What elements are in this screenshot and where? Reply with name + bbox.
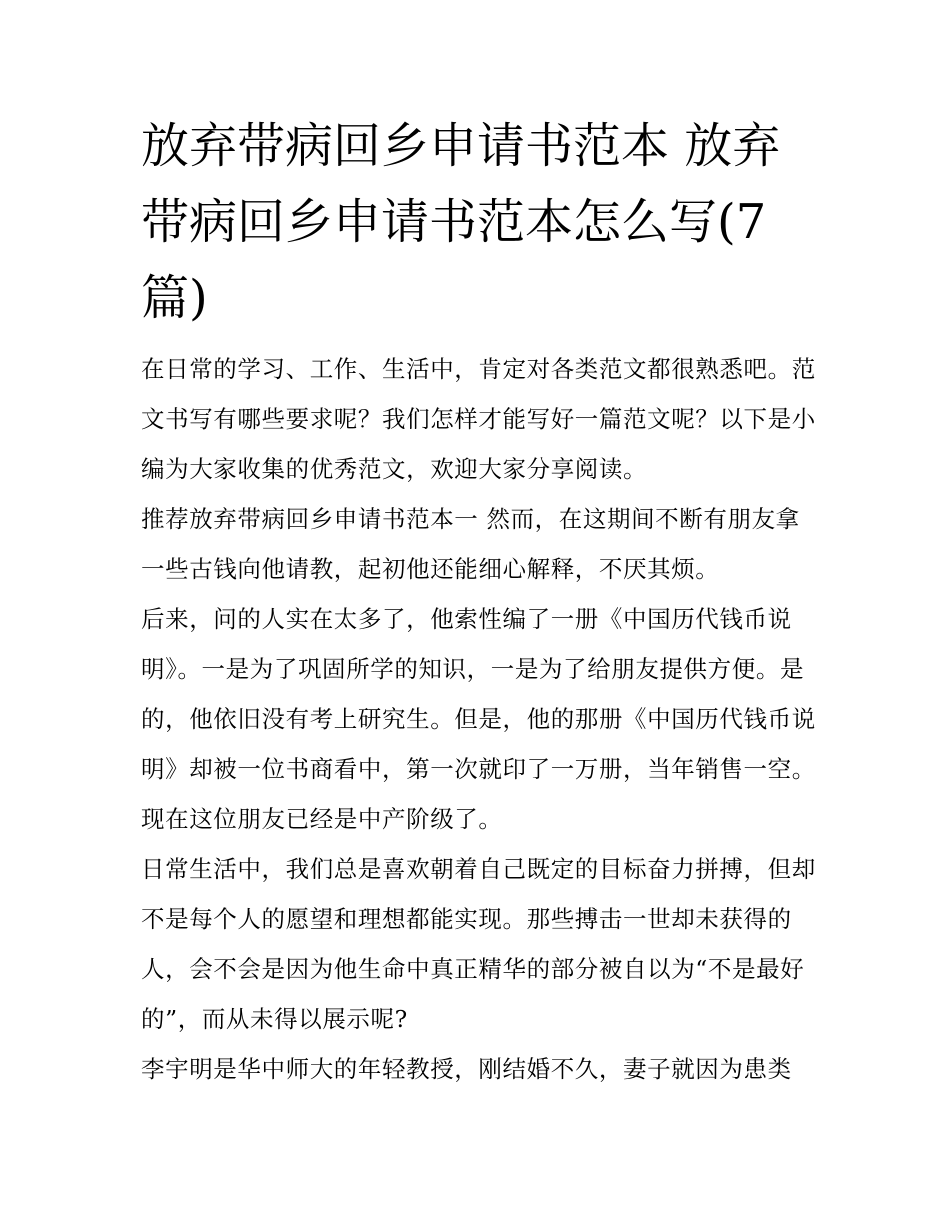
paragraph-daily-life: 日常生活中，我们总是喜欢朝着自己既定的目标奋力拼搏，但却不是每个人的愿望和理想都能实现。那些搏击一世却未获得的人，会不会是因为他生命中真正精华的部分被自以为“不是最好的”，而从未得以展示呢? bbox=[141, 855, 816, 1033]
paragraph-intro: 在日常的学习、工作、生活中，肯定对各类范文都很熟悉吧。范文书写有哪些要求呢？我们怎样才能写好一篇范文呢？以下是小编为大家收集的优秀范文，欢迎大家分享阅读。 bbox=[141, 355, 816, 483]
document-title: 放弃带病回乡申请书范本 放弃带病回乡申请书范本怎么写(7篇) bbox=[141, 118, 781, 326]
paragraph-coin-book: 后来，问的人实在太多了，他索性编了一册《中国历代钱币说明》。一是为了巩固所学的知识，一是为了给朋友提供方便。是的，他依旧没有考上研究生。但是，他的那册《中国历代钱币说明》却被一位书商看中，第一次就印了一万册，当年销售一空。现在这位朋友已经是中产阶级了。 bbox=[141, 605, 816, 833]
document-page bbox=[141, 108, 821, 1094]
paragraph-li-yuming: 李宇明是华中师大的年轻教授，刚结婚不久，妻子就因为患类 bbox=[141, 1055, 792, 1083]
paragraph-recommend-one: 推荐放弃带病回乡申请书范本一 然而，在这期间不断有朋友拿一些古钱向他请教，起初他还能细心解释，不厌其烦。 bbox=[141, 505, 800, 583]
